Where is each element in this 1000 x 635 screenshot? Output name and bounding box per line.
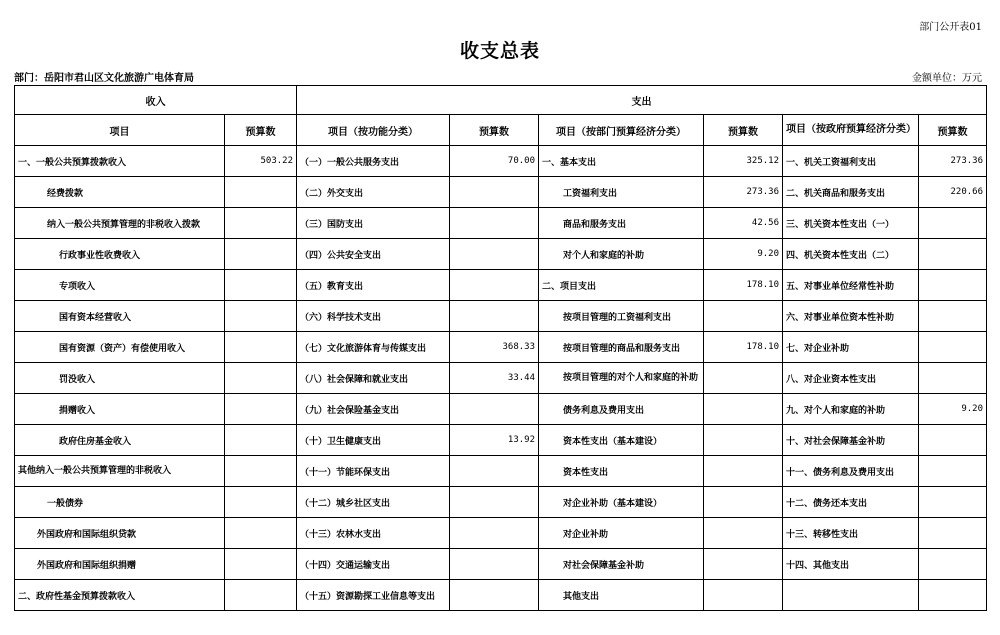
expense-section-header: 支出 [297, 86, 987, 115]
gov-econ-item [783, 580, 919, 611]
budget-summary-table [14, 85, 987, 611]
table-row [15, 456, 987, 487]
table-row [15, 239, 987, 270]
table-row [15, 301, 987, 332]
func-budget [450, 580, 539, 611]
func-item: （十四）交通运输支出 [297, 549, 450, 580]
func-item: （一）一般公共服务支出 [297, 146, 450, 177]
func-budget: 368.33 [450, 332, 539, 363]
gov-econ-item: 九、对个人和家庭的补助 [783, 394, 919, 425]
income-budget [225, 363, 297, 394]
gov-econ-budget: 273.36 [919, 146, 987, 177]
func-budget [450, 518, 539, 549]
income-budget [225, 487, 297, 518]
dept-econ-item: 债务利息及费用支出 [539, 394, 704, 425]
gov-econ-budget [919, 580, 987, 611]
dept-econ-item: 对个人和家庭的补助 [539, 239, 704, 270]
col-header-dept-econ: 项目（按部门预算经济分类） [539, 115, 704, 146]
income-item: 其他纳入一般公共预算管理的非税收入 [15, 456, 225, 487]
gov-econ-budget [919, 208, 987, 239]
dept-econ-budget [704, 518, 783, 549]
gov-econ-budget [919, 487, 987, 518]
gov-econ-item: 一、机关工资福利支出 [783, 146, 919, 177]
income-budget [225, 580, 297, 611]
func-item: （五）教育支出 [297, 270, 450, 301]
func-item: （八）社会保障和就业支出 [297, 363, 450, 394]
table-row [15, 332, 987, 363]
dept-econ-item: 商品和服务支出 [539, 208, 704, 239]
gov-econ-budget [919, 456, 987, 487]
gov-econ-budget [919, 301, 987, 332]
income-item: 政府住房基金收入 [15, 425, 225, 456]
dept-econ-budget [704, 487, 783, 518]
func-budget: 13.92 [450, 425, 539, 456]
gov-econ-budget [919, 270, 987, 301]
func-item: （三）国防支出 [297, 208, 450, 239]
gov-econ-budget: 220.66 [919, 177, 987, 208]
func-item: （十）卫生健康支出 [297, 425, 450, 456]
func-budget [450, 487, 539, 518]
dept-econ-budget [704, 394, 783, 425]
income-budget [225, 332, 297, 363]
income-budget [225, 301, 297, 332]
func-budget [450, 208, 539, 239]
table-row [15, 270, 987, 301]
table-row [15, 177, 987, 208]
dept-econ-budget: 42.56 [704, 208, 783, 239]
dept-econ-budget: 9.20 [704, 239, 783, 270]
table-row [15, 487, 987, 518]
income-item: 罚没收入 [15, 363, 225, 394]
income-budget: 503.22 [225, 146, 297, 177]
gov-econ-budget [919, 332, 987, 363]
gov-econ-item: 四、机关资本性支出（二） [783, 239, 919, 270]
dept-econ-item: 按项目管理的工资福利支出 [539, 301, 704, 332]
dept-econ-item: 资本性支出 [539, 456, 704, 487]
col-header-budget-dept: 预算数 [704, 115, 783, 146]
dept-econ-budget [704, 580, 783, 611]
gov-econ-item: 六、对事业单位资本性补助 [783, 301, 919, 332]
col-header-budget-gov: 预算数 [919, 115, 987, 146]
table-row [15, 580, 987, 611]
gov-econ-item: 三、机关资本性支出（一） [783, 208, 919, 239]
func-item: （二）外交支出 [297, 177, 450, 208]
table-row [15, 518, 987, 549]
gov-econ-budget [919, 549, 987, 580]
dept-econ-budget [704, 549, 783, 580]
func-item: （十五）资源勘探工业信息等支出 [297, 580, 450, 611]
col-header-gov-econ: 项目（按政府预算经济分类） [783, 115, 919, 146]
func-budget [450, 394, 539, 425]
func-budget: 70.00 [450, 146, 539, 177]
gov-econ-item: 七、对企业补助 [783, 332, 919, 363]
gov-econ-budget [919, 239, 987, 270]
dept-econ-item: 二、项目支出 [539, 270, 704, 301]
income-budget [225, 177, 297, 208]
income-item: 捐赠收入 [15, 394, 225, 425]
col-header-budget-income: 预算数 [225, 115, 297, 146]
dept-econ-budget: 273.36 [704, 177, 783, 208]
gov-econ-budget [919, 363, 987, 394]
income-item: 专项收入 [15, 270, 225, 301]
func-item: （十二）城乡社区支出 [297, 487, 450, 518]
gov-econ-item: 十三、转移性支出 [783, 518, 919, 549]
dept-econ-budget [704, 301, 783, 332]
gov-econ-item: 十一、债务利息及费用支出 [783, 456, 919, 487]
column-header-row [15, 115, 987, 146]
section-header-row [15, 86, 987, 115]
dept-econ-item: 对企业补助 [539, 518, 704, 549]
table-row [15, 146, 987, 177]
dept-econ-item: 对社会保障基金补助 [539, 549, 704, 580]
income-section-header: 收入 [15, 86, 297, 115]
income-item: 一、一般公共预算拨款收入 [15, 146, 225, 177]
func-item: （四）公共安全支出 [297, 239, 450, 270]
func-budget [450, 239, 539, 270]
unit-label: 金额单位：万元 [912, 73, 982, 84]
gov-econ-item: 二、机关商品和服务支出 [783, 177, 919, 208]
dept-econ-item: 其他支出 [539, 580, 704, 611]
dept-econ-item: 一、基本支出 [539, 146, 704, 177]
func-budget: 33.44 [450, 363, 539, 394]
gov-econ-budget [919, 425, 987, 456]
income-budget [225, 239, 297, 270]
income-budget [225, 394, 297, 425]
gov-econ-item: 五、对事业单位经常性补助 [783, 270, 919, 301]
income-item: 二、政府性基金预算拨款收入 [15, 580, 225, 611]
income-item: 一般债券 [15, 487, 225, 518]
income-budget [225, 549, 297, 580]
gov-econ-item: 八、对企业资本性支出 [783, 363, 919, 394]
income-item: 国有资本经营收入 [15, 301, 225, 332]
gov-econ-item: 十、对社会保障基金补助 [783, 425, 919, 456]
func-budget [450, 549, 539, 580]
table-row [15, 549, 987, 580]
income-budget [225, 425, 297, 456]
income-budget [225, 270, 297, 301]
form-number: 部门公开表01 [919, 22, 982, 33]
gov-econ-item: 十二、债务还本支出 [783, 487, 919, 518]
col-header-func: 项目（按功能分类） [297, 115, 450, 146]
income-budget [225, 518, 297, 549]
col-header-item: 项目 [15, 115, 225, 146]
dept-econ-item: 按项目管理的对个人和家庭的补助 [539, 363, 704, 394]
page-title: 收支总表 [459, 40, 540, 62]
income-item: 国有资源（资产）有偿使用收入 [15, 332, 225, 363]
department-label: 部门：岳阳市君山区文化旅游广电体育局 [14, 73, 194, 84]
dept-econ-item: 资本性支出（基本建设） [539, 425, 704, 456]
col-header-budget-func: 预算数 [450, 115, 539, 146]
dept-econ-budget [704, 456, 783, 487]
func-item: （十一）节能环保支出 [297, 456, 450, 487]
table-row [15, 394, 987, 425]
income-item: 外国政府和国际组织捐赠 [15, 549, 225, 580]
dept-econ-item: 按项目管理的商品和服务支出 [539, 332, 704, 363]
table-row [15, 208, 987, 239]
income-item: 行政事业性收费收入 [15, 239, 225, 270]
income-budget [225, 208, 297, 239]
income-item: 纳入一般公共预算管理的非税收入拨款 [15, 208, 225, 239]
dept-econ-item: 对企业补助（基本建设） [539, 487, 704, 518]
func-budget [450, 301, 539, 332]
income-budget [225, 456, 297, 487]
dept-econ-item: 工资福利支出 [539, 177, 704, 208]
dept-econ-budget [704, 425, 783, 456]
func-item: （七）文化旅游体育与传媒支出 [297, 332, 450, 363]
table-row [15, 363, 987, 394]
dept-econ-budget: 178.10 [704, 332, 783, 363]
func-item: （十三）农林水支出 [297, 518, 450, 549]
table-row [15, 425, 987, 456]
dept-econ-budget: 325.12 [704, 146, 783, 177]
func-item: （九）社会保险基金支出 [297, 394, 450, 425]
dept-econ-budget: 178.10 [704, 270, 783, 301]
func-item: （六）科学技术支出 [297, 301, 450, 332]
func-budget [450, 270, 539, 301]
gov-econ-budget: 9.20 [919, 394, 987, 425]
gov-econ-item: 十四、其他支出 [783, 549, 919, 580]
income-item: 经费拨款 [15, 177, 225, 208]
gov-econ-budget [919, 518, 987, 549]
dept-econ-budget [704, 363, 783, 394]
income-item: 外国政府和国际组织贷款 [15, 518, 225, 549]
func-budget [450, 456, 539, 487]
func-budget [450, 177, 539, 208]
